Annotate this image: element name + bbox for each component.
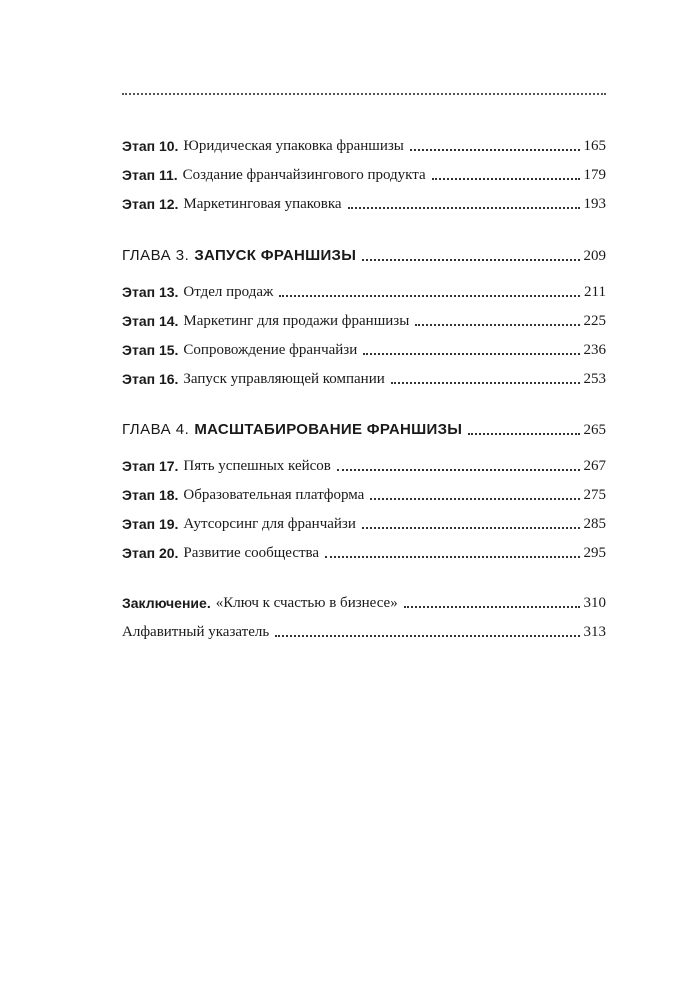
entry-page-number: 165 bbox=[583, 138, 606, 154]
toc-entry-conclusion[interactable] bbox=[122, 589, 606, 613]
toc-entry-stage-14[interactable] bbox=[122, 307, 606, 331]
toc-entry-stage-18[interactable] bbox=[122, 481, 606, 505]
entry-title: Развитие сообщества bbox=[183, 545, 320, 561]
entry-page-number: 236 bbox=[583, 342, 606, 358]
dot-leader bbox=[391, 382, 580, 384]
entry-page-number: 310 bbox=[583, 595, 606, 611]
dot-leader bbox=[275, 635, 579, 637]
entry-title: Отдел продаж bbox=[183, 284, 274, 300]
entry-title: Образовательная платформа bbox=[183, 487, 365, 503]
entry-title: Маркетинг для продажи франшизы bbox=[183, 313, 410, 329]
toc-entry-stage-10[interactable] bbox=[122, 132, 606, 156]
entry-title: Сопровождение франчайзи bbox=[183, 342, 358, 358]
entry-page-number: 225 bbox=[583, 313, 606, 329]
entry-page-number: 313 bbox=[583, 624, 606, 640]
dot-leader bbox=[410, 149, 580, 151]
entry-page-number: 275 bbox=[583, 487, 606, 503]
entry-page-number: 211 bbox=[584, 284, 606, 300]
toc-entry-stage-15[interactable] bbox=[122, 336, 606, 360]
entry-page-number: 253 bbox=[583, 371, 606, 387]
dot-leader bbox=[415, 324, 579, 326]
entry-title: Алфавитный указатель bbox=[122, 624, 270, 640]
chapter-label: ГЛАВА 3. bbox=[122, 247, 190, 264]
toc-entry-index[interactable] bbox=[122, 618, 606, 642]
top-dotted-rule bbox=[122, 93, 606, 95]
chapter-title: МАСШТАБИРОВАНИЕ ФРАНШИЗЫ bbox=[194, 421, 463, 438]
toc-entry-stage-16[interactable] bbox=[122, 365, 606, 389]
dot-leader bbox=[348, 207, 580, 209]
entry-page-number: 267 bbox=[583, 458, 606, 474]
entry-title: Создание франчайзингового продукта bbox=[182, 167, 426, 183]
dot-leader bbox=[279, 295, 580, 297]
toc-entry-chapter-4[interactable] bbox=[122, 416, 606, 440]
entry-title: «Ключ к счастью в бизнесе» bbox=[215, 595, 398, 611]
entry-label: Этап 10. bbox=[122, 138, 179, 154]
dot-leader bbox=[325, 556, 579, 558]
entry-label: Этап 18. bbox=[122, 487, 179, 503]
entry-title: Пять успешных кейсов bbox=[183, 458, 331, 474]
dot-leader bbox=[370, 498, 579, 500]
entry-label: Заключение. bbox=[122, 595, 211, 611]
dot-leader bbox=[468, 433, 579, 435]
dot-leader bbox=[362, 259, 579, 261]
toc-entry-stage-20[interactable] bbox=[122, 539, 606, 563]
entry-page-number: 285 bbox=[583, 516, 606, 532]
toc-entry-stage-17[interactable] bbox=[122, 452, 606, 476]
toc-entry-stage-13[interactable] bbox=[122, 278, 606, 302]
toc-entry-stage-11[interactable] bbox=[122, 161, 606, 185]
entry-label: Этап 13. bbox=[122, 284, 179, 300]
dot-leader bbox=[404, 606, 580, 608]
entry-page-number: 295 bbox=[583, 545, 606, 561]
chapter-title: ЗАПУСК ФРАНШИЗЫ bbox=[194, 247, 357, 264]
entry-page-number: 193 bbox=[583, 196, 606, 212]
dot-leader bbox=[337, 469, 580, 471]
entry-page-number: 265 bbox=[583, 422, 606, 438]
entry-page-number: 179 bbox=[583, 167, 606, 183]
entry-page-number: 209 bbox=[583, 248, 606, 264]
entry-label: Этап 15. bbox=[122, 342, 179, 358]
dot-leader bbox=[432, 178, 580, 180]
entry-label: Этап 20. bbox=[122, 545, 179, 561]
entry-title: Маркетинговая упаковка bbox=[183, 196, 342, 212]
toc-entry-stage-19[interactable] bbox=[122, 510, 606, 534]
toc-entry-stage-12[interactable] bbox=[122, 190, 606, 214]
dot-leader bbox=[362, 527, 580, 529]
entry-title: Юридическая упаковка франшизы bbox=[183, 138, 404, 154]
entry-label: Этап 19. bbox=[122, 516, 179, 532]
entry-label: Этап 14. bbox=[122, 313, 179, 329]
entry-label: Этап 17. bbox=[122, 458, 179, 474]
entry-label: Этап 12. bbox=[122, 196, 179, 212]
dot-leader bbox=[363, 353, 579, 355]
entry-title: Аутсорсинг для франчайзи bbox=[183, 516, 356, 532]
entry-label: Этап 11. bbox=[122, 167, 178, 183]
toc-entry-chapter-3[interactable] bbox=[122, 242, 606, 266]
chapter-label: ГЛАВА 4. bbox=[122, 421, 190, 438]
entry-title: Запуск управляющей компании bbox=[183, 371, 385, 387]
entry-label: Этап 16. bbox=[122, 371, 179, 387]
